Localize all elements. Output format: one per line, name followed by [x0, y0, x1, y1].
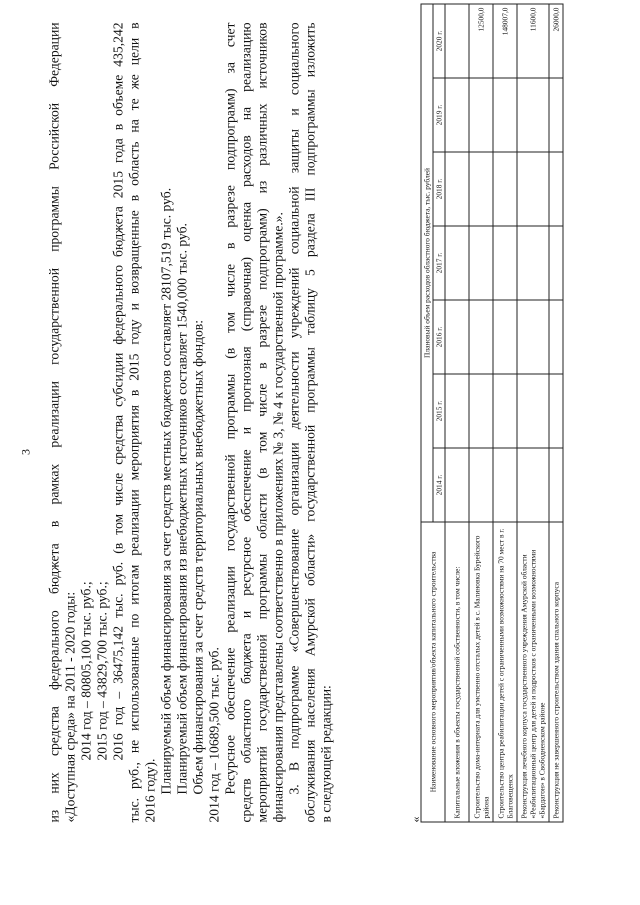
text-line: в следующей редакции:	[318, 685, 334, 823]
cell-value: 12500,0	[469, 4, 493, 78]
text-line: финансирования представлены соответственно в приложениях № 3, № 4 к государственной программе.».	[270, 212, 286, 823]
text-line: тыс. руб., не использованные по итогам реализации мероприятия в 2015 году и возвращенные в область на те же цели в	[126, 22, 142, 823]
year-header: 2015 г.	[433, 374, 445, 448]
cell-value	[549, 374, 563, 448]
text-line: Планируемый объем финансирования за счет средств местных бюджетов составляет 28107,519 тыс. руб.	[158, 187, 174, 795]
page-number: 3	[18, 449, 33, 455]
body-text	[47, 23, 335, 823]
cell-value	[493, 78, 517, 152]
cell-value	[469, 152, 493, 226]
text-line: мероприятий государственной программы области (в том числе в разрезе подпрограмм) из различных источников	[254, 22, 270, 823]
text-line: 2016 году).	[142, 758, 158, 823]
cell-value	[493, 300, 517, 374]
cell-value	[469, 226, 493, 300]
cell-value	[549, 78, 563, 152]
cell-value	[445, 78, 469, 152]
text-line: 3. В подпрограмме «Совершенствование организации деятельности учреждений социальной защиты и социального	[286, 22, 302, 795]
cell-value	[493, 448, 517, 522]
row-name: Строительство центра реабилитации детей с ограниченными возможностями на 70 мест в г. Благовещенск	[493, 522, 517, 822]
column-header-name: Наименование основного мероприятия/объекта капитального строительства	[421, 522, 445, 822]
cell-value	[469, 448, 493, 522]
text-line: 2014 год – 80805,100 тыс. руб.;	[78, 581, 94, 761]
row-name: Капитальные вложения в объекты государственной собственности, в том числе:	[445, 522, 469, 822]
opening-quote: «	[408, 816, 423, 823]
year-header: 2016 г.	[433, 300, 445, 374]
table-row	[517, 4, 549, 822]
cell-value	[445, 300, 469, 374]
year-header: 2017 г.	[433, 226, 445, 300]
text-line: Объем финансирования за счет средств территориальных внебюджетных фондов:	[190, 320, 206, 795]
year-header: 2018 г.	[433, 152, 445, 226]
cell-value	[445, 448, 469, 522]
cell-value	[517, 300, 549, 374]
cell-value	[469, 78, 493, 152]
row-name: Реконструкция лечебного корпуса государственного учреждения Амурской области «Реабилитационный центр для детей и подростков с ограниченными возможностями «Бардагон» в Свободненском районе	[517, 522, 549, 822]
cell-value	[445, 152, 469, 226]
cell-value	[445, 4, 469, 78]
cell-value	[517, 226, 549, 300]
cell-value	[549, 448, 563, 522]
cell-value	[549, 300, 563, 374]
cell-value: 148007,0	[493, 4, 517, 78]
text-line: из них средства федерального бюджета в рамках реализации государственной программы Российской Федерации	[46, 22, 62, 823]
table-row	[445, 4, 469, 822]
cell-value: 11600,0	[517, 4, 549, 78]
column-group-header: Плановый объем расходов областного бюджета, тыс. рублей	[421, 4, 433, 522]
cell-value: 26000,0	[549, 4, 563, 78]
text-line: обслуживания населения Амурской области» государственной программы таблицу 5 раздела III подпрограммы изложить	[302, 22, 318, 823]
year-header: 2014 г.	[433, 448, 445, 522]
table-row	[549, 4, 563, 822]
table-row	[469, 4, 493, 822]
cell-value	[549, 152, 563, 226]
cell-value	[469, 300, 493, 374]
text-line: «Доступная среда» на 2011 - 2020 годы:	[62, 591, 78, 823]
row-name: Реконструкция не завершенного строительством здания спального корпуса	[549, 522, 563, 822]
year-header: 2019 г.	[433, 78, 445, 152]
text-line: средств областного бюджета и ресурсное обеспечение и прогнозная (справочная) оценка расходов на реализацию	[238, 22, 254, 823]
rotated-content	[1, 0, 640, 905]
cell-value	[493, 374, 517, 448]
text-line: Ресурсное обеспечение реализации государственной программы (в том числе в разрезе подпрограмм) за счет	[222, 22, 238, 795]
cell-value	[469, 374, 493, 448]
cell-value	[517, 78, 549, 152]
cell-value	[549, 226, 563, 300]
row-name: Строительство дома-интерната для умственно отсталых детей в с. Малиновка Бурейского района	[469, 522, 493, 822]
year-header: 2020 г.	[433, 4, 445, 78]
cell-value	[493, 226, 517, 300]
table-row	[493, 4, 517, 822]
cell-value	[445, 374, 469, 448]
text-line: Планируемый объем финансирования из внебюджетных источников составляет 1540,000 тыс. руб.	[174, 223, 190, 795]
text-line: 2014 год – 10689,500 тыс. руб.	[206, 647, 222, 823]
cell-value	[517, 152, 549, 226]
cell-value	[445, 226, 469, 300]
cell-value	[517, 374, 549, 448]
expenditure-table	[421, 4, 564, 823]
cell-value	[493, 152, 517, 226]
text-line: 2016 год – 36475,142 тыс. руб. (в том числе средства субсидии федерального бюджета 2015 года в объеме 435,242	[110, 22, 126, 761]
text-line: 2015 год – 43829,700 тыс. руб.;	[94, 581, 110, 761]
cell-value	[517, 448, 549, 522]
